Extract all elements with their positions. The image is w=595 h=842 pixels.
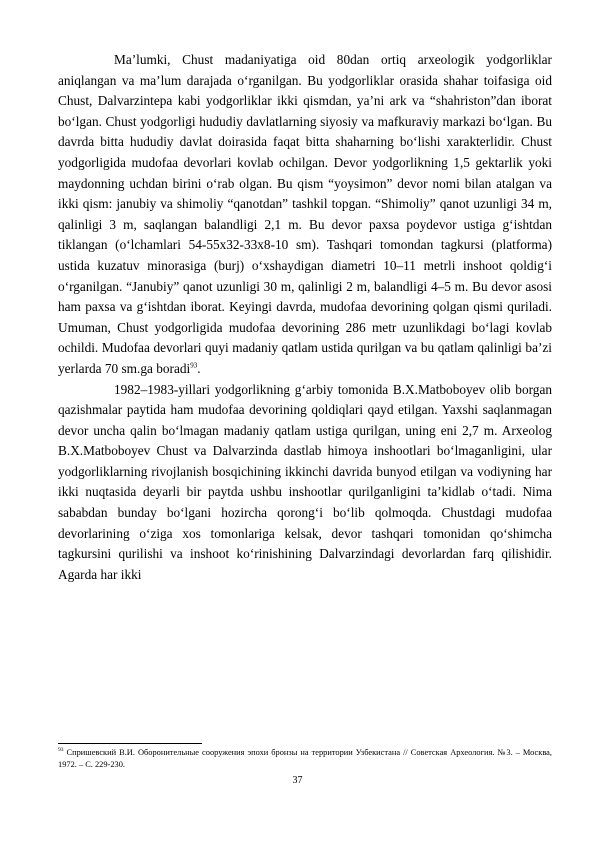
paragraph-1: [58, 50, 552, 380]
paragraph-2-text: 1982–1983-yillari yodgorlikning g‘arbiy tomonida B.X.Matboboyev olib borgan qazishmalar paytida ham mudofaa devorining qoldiqlari qayd etilgan. Yaxshi saqlanmagan devor uncha qalin bo‘lmagan madaniy qatlam ustiga qurilgan, uning eni 2,7 m. Arxeolog B.X.Matboboyev Chust va Dalvarzinda dastlab himoya inshootlari bo‘lmaganligini, ular yodgorliklarning rivojlanish bosqichining ikkinchi davrida bunyod etilgan va vodiyning har ikki nuqtasida deyarli bir paytda ushbu inshootlar qurilganligini ta’kidlab o‘tadi. Nima sababdan bunday bo‘lgani hozircha qorong‘i bo‘lib qolmoqda. Chustdagi mudofaa devorlarining o‘ziga xos tomonlariga kelsak, devor tashqari tomonidan qo‘shimcha tagkursini qurilishi va inshoot ko‘rinishining Dalvarzindagi devorlardan farq qilishidir. Agarda har ikki: [58, 381, 552, 582]
paragraph-2: [58, 380, 552, 586]
footnote-text: Спришевский В.И. Оборонительные сооружения эпохи бронзы на территории Узбекистана // Советская Археология. №3. – Москва, 1972. – С. 229-230.: [58, 748, 552, 769]
page-number: 37: [292, 775, 303, 786]
paragraph-1-tail: .: [197, 360, 201, 376]
footnote-divider: [58, 743, 202, 744]
footnote-number: 93: [58, 747, 64, 754]
footnote-reference[interactable]: 93: [190, 361, 198, 370]
paragraph-1-text: Ma’lumki, Chust madaniyatiga oid 80dan ortiq arxeologik yodgorliklar aniqlangan va ma’lum darajada o‘rganilgan. Bu yodgorliklar orasida shahar toifasiga oid Chust, Dalvarzintepa kabi yodgorliklar ikki qismdan, ya’ni ark va “shahriston”dan iborat bo‘lgan. Chust yodgorligi hududiy davlatlarning siyosiy va mafkuraviy markazi bo‘lgan. Bu davrda bitta hududiy davlat doirasida faqat bitta shaharning bo‘lishi xarakterlidir. Chust yodgorligida mudofaa devorlari kovlab ochilgan. Devor yodgorlikning 1,5 gektarlik yoki maydonning uchdan birini o‘rab olgan. Bu qism “yoysimon” devor nomi bilan atalgan va ikki qism: janubiy va shimoliy “qanotdan” tashkil topgan. “Shimoliy” qanot uzunligi 34 m, qalinligi 3 m, saqlangan balandligi 2,1 m. Bu devor paxsa poydevor ustiga g‘ishtdan tiklangan (o‘lchamlari 54-55x32-33x8-10 sm). Tashqari tomondan tagkursi (platforma) ustida kuzatuv minorasiga (burj) o‘xshaydigan diametri 10–11 metrli inshoot qoldig‘i o‘rganilgan. “Janubiy” qanot uzunligi 30 m, qalinligi 2 m, balandligi 4–5 m. Bu devor asosi ham paxsa va g‘ishtdan iborat. Keyingi davrda, mudofaa devorining qolgan qismi quriladi. Umuman, Chust yodgorligida mudofaa devorining 286 metr uzunlikdagi bo‘lagi kovlab ochildi. Mudofaa devorlari quyi madaniy qatlam ustida qurilgan va bu qatlam qalinligi ba’zi yerlarda 70 sm.ga boradi: [58, 52, 552, 376]
footnote: [58, 747, 552, 770]
page-body: [58, 50, 552, 585]
